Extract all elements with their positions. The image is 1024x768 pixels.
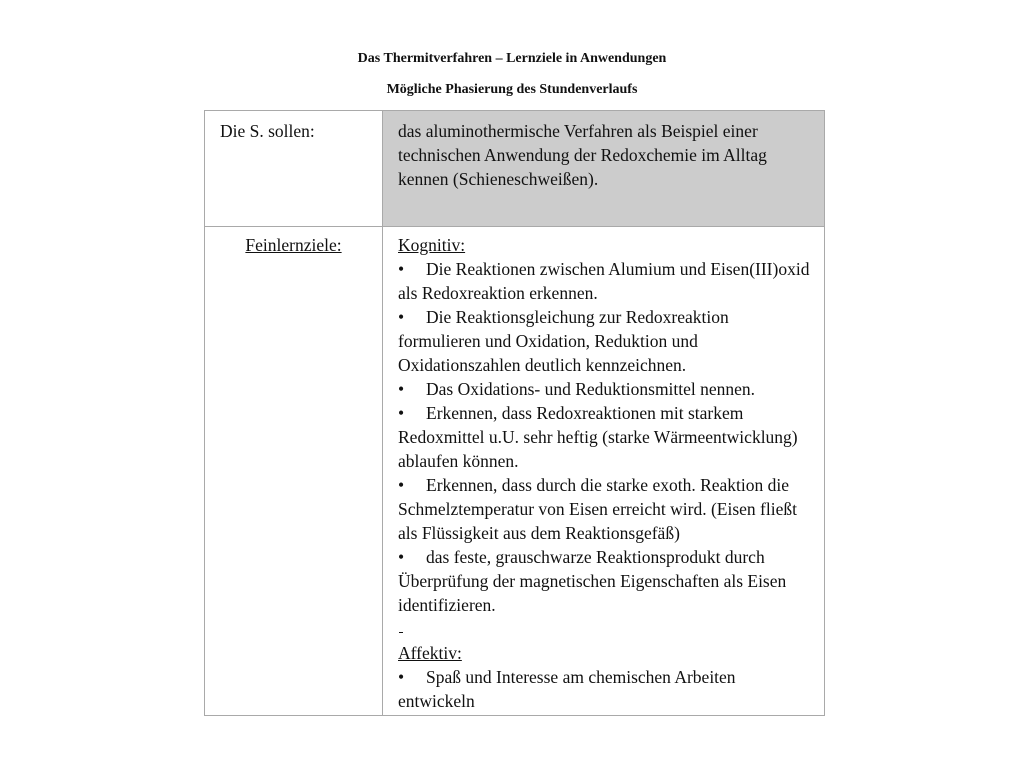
- row-label-detailed-objectives-text: Feinlernziele:: [245, 235, 342, 255]
- detailed-objectives-list: [398, 233, 814, 713]
- blank-line: [398, 617, 814, 641]
- list-item: [398, 401, 814, 473]
- bullet-icon: •: [398, 667, 405, 687]
- document-title: Das Thermitverfahren – Lernziele in Anwendungen: [357, 51, 667, 66]
- list-item: [398, 377, 814, 401]
- list-item-text: Die Reaktionsgleichung zur Redoxreaktion formulieren und Oxidation, Reduktion und Oxidationszahlen deutlich kennzeichnen.: [398, 307, 729, 375]
- list-item-text: das feste, grauschwarze Reaktionsprodukt durch Überprüfung der magnetischen Eigenschaften als Eisen identifizieren.: [398, 547, 787, 615]
- main-learning-goal: das aluminothermische Verfahren als Beispiel einer technischen Anwendung der Redoxchemie im Alltag kennen (Schieneschweißen).: [398, 121, 767, 189]
- list-item-text: Die Reaktionen zwischen Alumium und Eisen(III)oxid als Redoxreaktion erkennen.: [398, 259, 810, 303]
- list-item: [398, 305, 814, 377]
- bullet-icon: •: [398, 547, 405, 567]
- document-subtitle: Mögliche Phasierung des Stundenverlaufs: [386, 82, 638, 97]
- row-label-detailed-objectives: [205, 233, 382, 257]
- bullet-icon: •: [398, 259, 405, 279]
- row-label-students-should: Die S. sollen:: [220, 121, 315, 141]
- list-item-text: Erkennen, dass durch die starke exoth. Reaktion die Schmelztemperatur von Eisen erreicht wird. (Eisen fließt als Flüssigkeit aus dem Reaktionsgefäß): [398, 475, 797, 543]
- bullet-icon: •: [398, 475, 405, 495]
- affective-heading: Affektiv:: [398, 643, 462, 663]
- list-item: [398, 665, 814, 713]
- list-item-text: Spaß und Interesse am chemischen Arbeiten entwickeln: [398, 667, 736, 711]
- cognitive-heading: Kognitiv:: [398, 235, 466, 255]
- list-item: [398, 545, 814, 617]
- table-row-divider: [204, 226, 825, 227]
- list-item-text: Das Oxidations- und Reduktionsmittel nennen.: [426, 379, 756, 399]
- bullet-icon: •: [398, 403, 405, 423]
- list-item: [398, 257, 814, 305]
- bullet-icon: •: [398, 307, 405, 327]
- list-item-text: Erkennen, dass Redoxreaktionen mit starkem Redoxmittel u.U. sehr heftig (starke Wärmeentwicklung) ablaufen können.: [398, 403, 798, 471]
- table-column-divider: [382, 110, 383, 716]
- bullet-icon: •: [398, 379, 405, 399]
- list-item: [398, 473, 814, 545]
